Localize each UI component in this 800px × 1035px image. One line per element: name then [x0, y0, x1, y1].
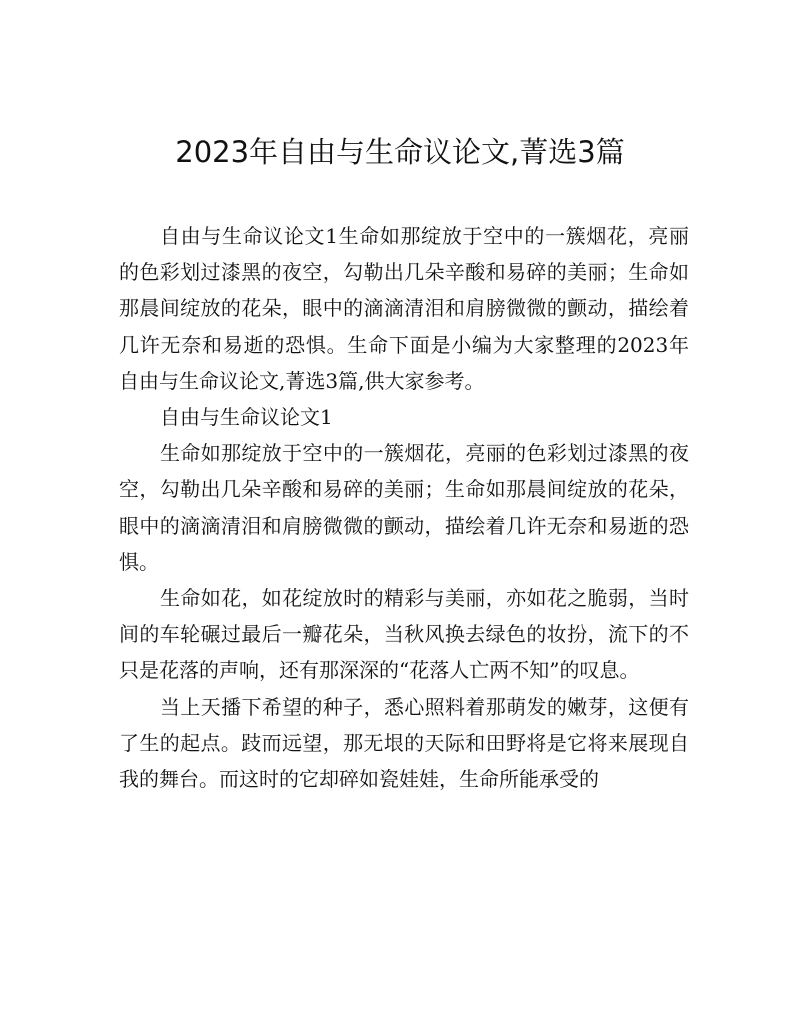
section-heading: 自由与生命议论文1 [160, 405, 333, 430]
body-paragraph: 当上天播下希望的种子，悉心照料着那萌发的嫩芽，这便有了生的起点。跂而远望，那无垠的天际和田野将是它将来展现自我的舞台。而这时的它却碎如瓷娃娃，生命所能承受的 [119, 694, 689, 792]
intro-paragraph: 自由与生命议论文1生命如那绽放于空中的一簇烟花，亮丽的色彩划过漆黑的夜空，勾勒出几朵辛酸和易碎的美丽；生命如那晨间绽放的花朵，眼中的滴滴清泪和肩膀微微的颤动，描绘着几许无奈和易逝的恐惧。生命下面是小编为大家整理的2023年自由与生命议论文,菁选3篇,供大家参考。 [119, 224, 689, 393]
document-body [119, 218, 689, 797]
body-paragraph: 生命如那绽放于空中的一簇烟花，亮丽的色彩划过漆黑的夜空，勾勒出几朵辛酸和易碎的美丽；生命如那晨间绽放的花朵，眼中的滴滴清泪和肩膀微微的颤动，描绘着几许无奈和易逝的恐惧。 [119, 441, 689, 574]
body-paragraph: 生命如花，如花绽放时的精彩与美丽，亦如花之脆弱，当时间的车轮碾过最后一瓣花朵，当秋风换去绿色的妆扮，流下的不只是花落的声响，还有那深深的“花落人亡两不知”的叹息。 [119, 586, 689, 683]
document-title: 2023年自由与生命议论文,菁选3篇 [175, 135, 625, 169]
